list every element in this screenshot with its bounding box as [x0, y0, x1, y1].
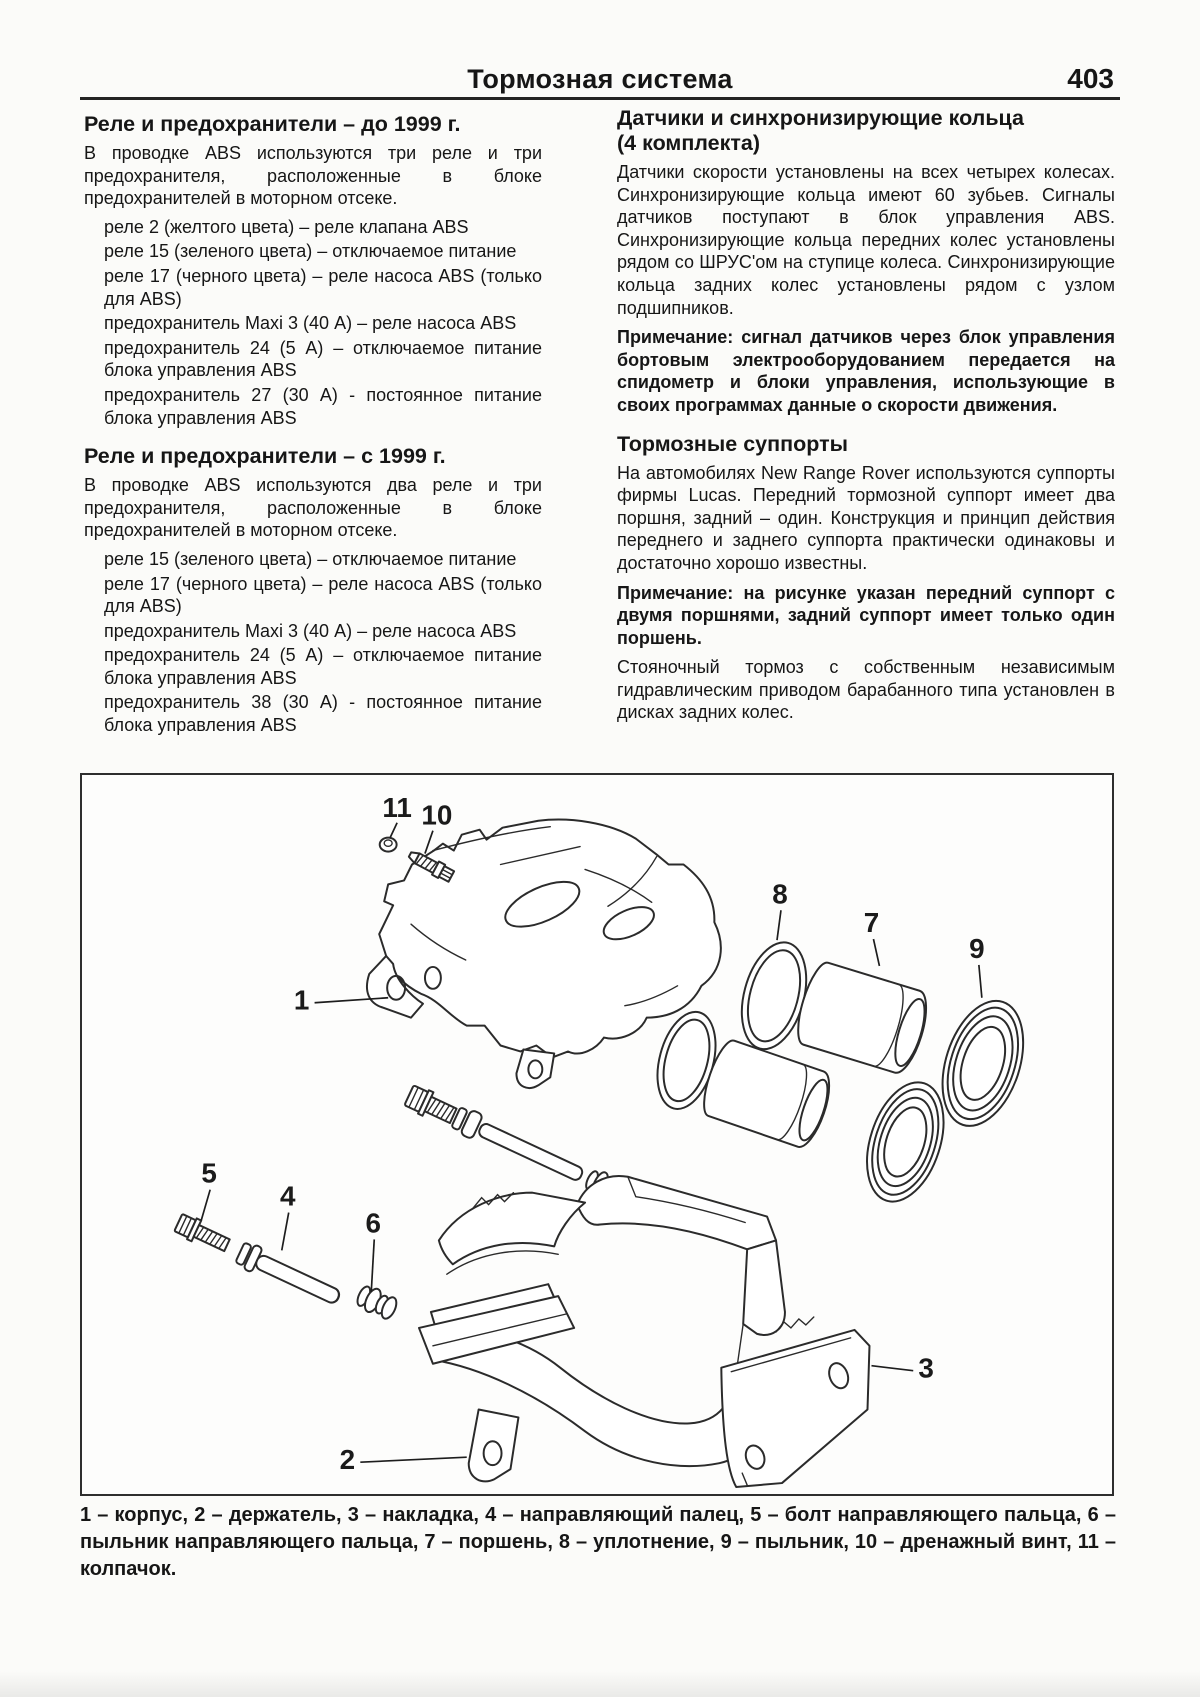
- section-relays-post-1999: [84, 444, 542, 737]
- list-item: предохранитель 38 (30 А) - постоянное питание блока управления ABS: [104, 692, 542, 736]
- outer-brake-pad-drawing: [721, 1317, 869, 1487]
- guide-pin-bolt-drawing: [173, 1212, 231, 1255]
- callout-2: 2: [339, 1444, 356, 1476]
- right-column: [617, 106, 1115, 726]
- list-item: предохранитель Maxi 3 (40 А) – реле насоса ABS: [104, 313, 517, 334]
- callout-8: 8: [772, 878, 788, 910]
- guide-pin-boot-drawing: [354, 1283, 400, 1322]
- callout-7: 7: [863, 907, 880, 939]
- piston-2-drawing: [697, 1037, 837, 1151]
- list-item: предохранитель 24 (5 А) – отключаемое питание блока управления ABS: [104, 645, 542, 688]
- list-item: предохранитель Maxi 3 (40 А) – реле насоса ABS: [104, 620, 517, 641]
- section-brake-calipers: [617, 432, 1115, 725]
- piston-drawing: [791, 959, 934, 1077]
- section-intro: В проводке ABS используются два реле и три предохранителя, расположенные в блоке предохранителей в моторном отсеке.: [84, 475, 542, 541]
- section-relays-pre-1999: [84, 112, 542, 429]
- list-item: реле 17 (черного цвета) – реле насоса ABS (только для ABS): [104, 265, 542, 309]
- section-intro: В проводке ABS используются три реле и три предохранителя, расположенные в блоке предохранителей в моторном отсеке.: [84, 143, 542, 209]
- callout-11: 11: [382, 791, 412, 823]
- list-item: реле 17 (черного цвета) – реле насоса ABS (только для ABS): [104, 573, 542, 617]
- note-paragraph: Примечание: на рисунке указан передний суппорт с двумя поршнями, задний суппорт имеет только один поршень.: [617, 582, 1115, 648]
- callout-9: 9: [969, 932, 985, 964]
- callout-1: 1: [293, 984, 310, 1016]
- figure-caption: 1 – корпус, 2 – держатель, 3 – накладка, 4 – направляющий палец, 5 – болт направляющего пальца, 6 – пыльник направляющего пальца, 7 – поршень, 8 – уплотнение, 9 – пыльник, 10 – дренажный винт, 11 – колпачок.: [80, 1504, 1116, 1580]
- section-heading: Реле и предохранители – до 1999 г.: [84, 112, 461, 136]
- list-item: предохранитель 24 (5 А) – отключаемое питание блока управления ABS: [104, 337, 542, 381]
- list-item: реле 15 (зеленого цвета) – отключаемое питание: [104, 548, 517, 569]
- brake-caliper-figure: [80, 773, 1114, 1496]
- section-body: Датчики скорости установлены на всех четырех колесах. Синхронизирующие кольца имеют 60 зубьев. Сигналы датчиков поступают в блок управления ABS. Синхронизирующие кольца передних колес установлены рядом со ШРУС'ом на ступице колеса. Синхронизирующие кольца задних колес установлены рядом с узлом подшипников.: [617, 162, 1115, 318]
- list-item: реле 2 (желтого цвета) – реле клапана ABS: [104, 216, 469, 237]
- callout-5: 5: [201, 1157, 217, 1189]
- page-number: 403: [1067, 63, 1114, 94]
- section-heading-line1: Датчики и синхронизирующие кольца: [617, 106, 1024, 130]
- guide-pin-drawing: [234, 1240, 344, 1310]
- list-item: предохранитель 27 (30 А) - постоянное питание блока управления ABS: [104, 384, 542, 428]
- list-item: реле 15 (зеленого цвета) – отключаемое питание: [104, 241, 517, 262]
- header-rule: [80, 97, 1120, 100]
- callout-3: 3: [918, 1352, 934, 1384]
- exploded-view-drawing: [82, 775, 1112, 1494]
- inner-brake-pad-drawing: [439, 1193, 585, 1275]
- section-body-2: Стояночный тормоз с собственным независимым гидравлическим приводом барабанного типа установлен в дисках задних колес.: [617, 657, 1115, 723]
- left-column: [84, 112, 542, 739]
- section-heading: Реле и предохранители – с 1999 г.: [84, 444, 446, 469]
- callout-6: 6: [365, 1207, 381, 1239]
- callout-10: 10: [421, 799, 453, 831]
- piston-boot-drawing: [928, 991, 1038, 1137]
- section-sensors-rings: [617, 106, 1115, 417]
- section-heading: Тормозные суппорты: [617, 431, 848, 456]
- piston-boot-2-drawing: [853, 1073, 957, 1212]
- note-paragraph: Примечание: сигнал датчиков через блок управления бортовым электрооборудованием передается на спидометр и блоки управления, использующие в своих программах данные о скорости движения.: [617, 327, 1115, 415]
- section-heading-line2: (4 комплекта): [617, 131, 761, 155]
- callout-4: 4: [279, 1180, 296, 1212]
- page-title: Тормозная система: [467, 64, 733, 94]
- bleed-screw-cap-drawing: [380, 838, 397, 852]
- section-body: На автомобилях New Range Rover используются суппорты фирмы Lucas. Передний тормозной суппорт имеет два поршня, задний – один. Конструкция и принцип действия переднего и заднего суппорта практически одинаковы и достаточно хорошо известны.: [617, 462, 1115, 573]
